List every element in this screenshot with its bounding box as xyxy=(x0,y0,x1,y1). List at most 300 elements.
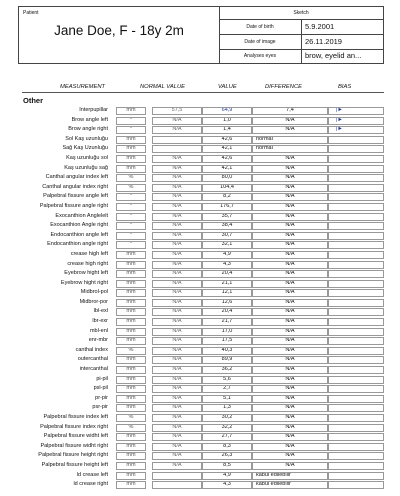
measurement-name: Palpebral fissure angle left xyxy=(43,193,108,200)
bias-indicator: |► xyxy=(336,126,343,133)
cell-border xyxy=(202,289,252,297)
cell-border xyxy=(152,136,202,144)
cell-border xyxy=(252,136,328,144)
normal-value: N/A xyxy=(172,385,182,392)
measured-value: 40,3 xyxy=(221,346,233,353)
cell-border xyxy=(252,174,328,182)
table-row xyxy=(22,192,384,202)
measurement-name: psr-pir xyxy=(92,404,108,411)
cell-border xyxy=(252,356,328,364)
cell-border xyxy=(116,126,146,134)
cell-border xyxy=(202,385,252,393)
measured-value: 104,4 xyxy=(220,183,234,190)
unit-label: ° xyxy=(129,231,133,238)
cell-border xyxy=(202,376,252,384)
table-row xyxy=(22,480,384,490)
cell-border xyxy=(116,452,146,460)
cell-border xyxy=(152,222,202,230)
normal-value: N/A xyxy=(172,241,182,248)
unit-label: mm xyxy=(126,250,136,257)
difference-value: N/A xyxy=(285,116,295,123)
column-difference: DIFFERENCE xyxy=(265,84,303,90)
cell-border xyxy=(252,366,328,374)
cell-border xyxy=(152,328,202,336)
cell-border xyxy=(202,117,252,125)
cell-border xyxy=(328,404,384,412)
normal-value: N/A xyxy=(172,414,182,420)
normal-value: N/A xyxy=(172,308,182,315)
cell-border xyxy=(328,318,384,326)
unit-label: mm xyxy=(126,337,136,344)
measurement-name: Exocanthion Angle right xyxy=(50,222,108,229)
cell-border xyxy=(116,251,146,259)
unit-label: mm xyxy=(126,327,136,334)
difference-value: kabul edilebilir xyxy=(256,471,291,478)
normal-value: N/A xyxy=(172,366,182,373)
measured-value: 32,1 xyxy=(221,241,233,248)
cell-border xyxy=(116,241,146,249)
cell-border xyxy=(202,232,252,240)
table-row xyxy=(22,327,384,337)
cell-border xyxy=(328,308,384,316)
cell-border xyxy=(152,289,202,297)
meta-label: Analyses eyes xyxy=(219,49,302,63)
measurement-name: lbr-exr xyxy=(92,318,108,325)
measurement-name: Brow angle left xyxy=(71,116,108,123)
cell-border xyxy=(202,280,252,288)
cell-border xyxy=(252,232,328,240)
cell-border xyxy=(252,462,328,470)
cell-border xyxy=(328,184,384,192)
difference-value: N/A xyxy=(285,442,295,449)
cell-border xyxy=(328,472,384,480)
measurement-name: crease high right xyxy=(67,260,108,267)
difference-value: N/A xyxy=(285,126,295,133)
cell-border xyxy=(116,366,146,374)
meta-value: brow, eyelid an... xyxy=(305,51,362,60)
cell-border xyxy=(328,395,384,403)
cell-border xyxy=(202,404,252,412)
cell-border xyxy=(202,107,252,115)
measurement-name: psl-pil xyxy=(93,385,108,392)
measurement-name: Palpebral fissure angle right xyxy=(39,202,108,209)
cell-border xyxy=(328,280,384,288)
measurement-name: Sağ Kaş Uzunluğu xyxy=(62,145,108,152)
cell-border xyxy=(152,376,202,384)
cell-border xyxy=(328,462,384,470)
measurement-name: ld crease left xyxy=(76,471,108,478)
cell-border xyxy=(252,337,328,345)
cell-border xyxy=(152,203,202,211)
unit-label: mm xyxy=(126,471,136,478)
cell-border xyxy=(152,433,202,441)
measurement-name: intercanthal xyxy=(79,366,108,373)
measurement-name: Palpebral fissure index right xyxy=(40,423,108,430)
measured-value: 26,3 xyxy=(221,452,233,459)
table-row xyxy=(22,125,384,135)
cell-border xyxy=(152,366,202,374)
cell-border xyxy=(252,404,328,412)
table-row xyxy=(22,260,384,270)
measurement-name: Canthal angular index left xyxy=(45,174,108,181)
normal-value: N/A xyxy=(172,174,182,181)
cell-border xyxy=(328,433,384,441)
difference-value: kabul edilebilir xyxy=(256,481,291,488)
cell-border xyxy=(202,261,252,269)
cell-border xyxy=(152,165,202,173)
cell-border xyxy=(152,107,202,115)
column-measurement: MEASUREMENT xyxy=(60,84,106,90)
difference-value: N/A xyxy=(285,327,295,334)
difference-value: N/A xyxy=(285,212,295,219)
difference-value: 7,4 xyxy=(286,107,294,113)
meta-label: Date of image xyxy=(219,35,302,49)
cell-border xyxy=(152,472,202,480)
cell-border xyxy=(252,261,328,269)
report-header xyxy=(18,6,384,64)
cell-border xyxy=(252,126,328,134)
cell-border xyxy=(252,376,328,384)
cell-border xyxy=(202,155,252,163)
difference-value: N/A xyxy=(285,241,295,248)
cell-border xyxy=(252,414,328,422)
patient-name: Jane Doe, F - 18y 2m xyxy=(54,23,184,38)
difference-value: N/A xyxy=(285,222,295,229)
difference-value: normal xyxy=(256,145,273,152)
cell-border xyxy=(328,136,384,144)
cell-border xyxy=(116,472,146,480)
cell-border xyxy=(152,155,202,163)
cell-border xyxy=(328,213,384,221)
cell-border xyxy=(328,289,384,297)
cell-border xyxy=(328,366,384,374)
cell-border xyxy=(328,222,384,230)
cell-border xyxy=(328,385,384,393)
difference-value: N/A xyxy=(285,461,295,468)
cell-border xyxy=(328,414,384,422)
difference-value: N/A xyxy=(285,298,295,305)
cell-border xyxy=(116,155,146,163)
measurement-name: mbl-enl xyxy=(89,327,108,334)
cell-border xyxy=(328,443,384,451)
cell-border xyxy=(252,184,328,192)
measurement-name: Endocanthion angle left xyxy=(50,231,108,238)
meta-row-image xyxy=(219,35,383,50)
normal-value: N/A xyxy=(172,222,182,229)
normal-value: N/A xyxy=(172,260,182,267)
cell-border xyxy=(252,299,328,307)
cell-border xyxy=(116,232,146,240)
unit-label: mm xyxy=(126,318,136,325)
cell-border xyxy=(202,193,252,201)
normal-value: N/A xyxy=(172,279,182,286)
table-row xyxy=(22,346,384,356)
meta-row-analyses xyxy=(219,49,383,63)
cell-border xyxy=(328,107,384,115)
cell-border xyxy=(202,347,252,355)
unit-label: mm xyxy=(126,145,136,152)
cell-border xyxy=(152,126,202,134)
cell-border xyxy=(252,251,328,259)
measured-value: 8,2 xyxy=(223,193,231,200)
cell-border xyxy=(328,452,384,460)
normal-value: N/A xyxy=(172,193,182,200)
normal-value: N/A xyxy=(172,154,182,161)
normal-value: N/A xyxy=(172,231,182,238)
cell-border xyxy=(116,193,146,201)
measurement-name: crease high left xyxy=(70,250,108,257)
normal-value: N/A xyxy=(172,116,182,123)
measurement-name: Midbrol-pol xyxy=(80,289,108,296)
unit-label: ° xyxy=(129,126,133,133)
cell-border xyxy=(202,318,252,326)
table-row xyxy=(22,432,384,442)
measurement-name: canthal index xyxy=(75,346,108,353)
measurement-name: pr-pir xyxy=(95,394,108,401)
cell-border xyxy=(152,241,202,249)
measurement-name: outercanthal xyxy=(77,356,108,363)
measurement-table xyxy=(22,106,384,490)
column-bias: BIAS xyxy=(338,84,352,90)
difference-value: N/A xyxy=(285,346,295,353)
cell-border xyxy=(328,232,384,240)
unit-label: ° xyxy=(129,222,133,229)
cell-border xyxy=(202,184,252,192)
cell-border xyxy=(152,193,202,201)
measured-value: 8,5 xyxy=(223,461,231,468)
cell-border xyxy=(328,126,384,134)
unit-label: % xyxy=(128,174,134,181)
unit-label: mm xyxy=(126,442,136,449)
cell-border xyxy=(252,443,328,451)
normal-value: N/A xyxy=(172,164,182,171)
cell-border xyxy=(116,261,146,269)
cell-border xyxy=(152,318,202,326)
difference-value: N/A xyxy=(285,385,295,392)
difference-value: N/A xyxy=(285,452,295,459)
cell-border xyxy=(252,280,328,288)
measured-value: 17,5 xyxy=(221,337,233,344)
difference-value: N/A xyxy=(285,308,295,315)
measured-value: 42,6 xyxy=(221,154,233,161)
cell-border xyxy=(252,222,328,230)
table-row xyxy=(22,183,384,193)
bias-indicator: |► xyxy=(336,107,343,113)
table-row xyxy=(22,423,384,433)
cell-border xyxy=(202,337,252,345)
cell-border xyxy=(328,356,384,364)
difference-value: N/A xyxy=(285,289,295,296)
cell-border xyxy=(152,280,202,288)
measured-value: 35,7 xyxy=(221,212,233,219)
cell-border xyxy=(202,328,252,336)
cell-border xyxy=(116,174,146,182)
cell-border xyxy=(252,270,328,278)
normal-value: N/A xyxy=(172,356,182,363)
table-row xyxy=(22,375,384,385)
measurement-name: Kaş uzunluğu sağ xyxy=(64,164,108,171)
cell-border xyxy=(116,136,146,144)
unit-label: mm xyxy=(126,394,136,401)
cell-border xyxy=(152,385,202,393)
normal-value: N/A xyxy=(172,327,182,334)
cell-border xyxy=(202,395,252,403)
column-value: VALUE xyxy=(218,84,237,90)
cell-border xyxy=(328,376,384,384)
cell-border xyxy=(116,385,146,393)
measured-value: 12,6 xyxy=(221,298,233,305)
table-row xyxy=(22,451,384,461)
table-row xyxy=(22,384,384,394)
cell-border xyxy=(116,184,146,192)
cell-border xyxy=(152,270,202,278)
cell-border xyxy=(328,117,384,125)
table-row xyxy=(22,403,384,413)
unit-label: mm xyxy=(126,433,136,440)
normal-value: N/A xyxy=(172,126,182,133)
cell-border xyxy=(116,424,146,432)
cell-border xyxy=(116,308,146,316)
header-divider xyxy=(22,92,384,93)
cell-border xyxy=(252,328,328,336)
difference-value: N/A xyxy=(285,366,295,373)
cell-border xyxy=(202,462,252,470)
measurement-name: Endocanthion angle right xyxy=(47,241,108,248)
difference-value: N/A xyxy=(285,318,295,325)
cell-border xyxy=(202,165,252,173)
cell-border xyxy=(252,472,328,480)
cell-border xyxy=(152,251,202,259)
table-row xyxy=(22,202,384,212)
cell-border xyxy=(152,443,202,451)
measurement-name: Palpebral fissure widht right xyxy=(40,442,108,449)
table-row xyxy=(22,336,384,346)
unit-label: mm xyxy=(126,270,136,277)
difference-value: N/A xyxy=(285,250,295,257)
difference-value: N/A xyxy=(285,231,295,238)
cell-border xyxy=(202,472,252,480)
measured-value: 5,6 xyxy=(223,375,231,382)
cell-border xyxy=(252,117,328,125)
cell-border xyxy=(116,356,146,364)
section-title: Other xyxy=(23,96,44,105)
cell-border xyxy=(202,452,252,460)
table-row xyxy=(22,135,384,145)
cell-border xyxy=(152,356,202,364)
patient-box xyxy=(19,7,220,63)
difference-value: N/A xyxy=(285,423,295,430)
measured-value: 4,9 xyxy=(223,250,231,257)
cell-border xyxy=(202,443,252,451)
cell-border xyxy=(116,107,146,115)
cell-border xyxy=(252,424,328,432)
measurement-name: Palpebral fissure height left xyxy=(41,461,108,468)
difference-value: N/A xyxy=(285,270,295,277)
cell-border xyxy=(116,337,146,345)
cell-border xyxy=(252,385,328,393)
difference-value: N/A xyxy=(285,193,295,200)
cell-border xyxy=(252,145,328,153)
table-row xyxy=(22,288,384,298)
cell-border xyxy=(116,433,146,441)
measured-value: 21,7 xyxy=(221,318,233,325)
cell-border xyxy=(252,107,328,115)
cell-border xyxy=(252,165,328,173)
measured-value: 8,3 xyxy=(223,442,231,449)
difference-value: N/A xyxy=(285,202,295,209)
cell-border xyxy=(328,193,384,201)
cell-border xyxy=(202,251,252,259)
table-row xyxy=(22,269,384,279)
unit-label: mm xyxy=(126,298,136,305)
cell-border xyxy=(152,347,202,355)
difference-value: normal xyxy=(256,135,273,142)
cell-border xyxy=(202,299,252,307)
measured-value: 27,7 xyxy=(221,433,233,440)
cell-border xyxy=(202,222,252,230)
unit-label: mm xyxy=(126,279,136,286)
cell-border xyxy=(152,424,202,432)
cell-border xyxy=(202,241,252,249)
cell-border xyxy=(252,433,328,441)
table-row xyxy=(22,144,384,154)
table-row xyxy=(22,221,384,231)
measured-value: 42,1 xyxy=(221,164,233,171)
cell-border xyxy=(252,452,328,460)
measurement-name: pi-pil xyxy=(96,375,108,382)
measurement-name: Palpebral fissure height right xyxy=(38,452,108,459)
normal-value: N/A xyxy=(172,433,182,440)
measured-value: 30,2 xyxy=(221,414,233,420)
normal-value: N/A xyxy=(172,394,182,401)
cell-border xyxy=(328,251,384,259)
table-row xyxy=(22,154,384,164)
cell-border xyxy=(116,318,146,326)
measured-value: 21,1 xyxy=(221,279,233,286)
measured-value: 4,3 xyxy=(223,481,231,488)
normal-value: N/A xyxy=(172,423,182,430)
normal-value: N/A xyxy=(172,337,182,344)
cell-border xyxy=(328,299,384,307)
measured-value: 32,2 xyxy=(221,423,233,430)
unit-label: mm xyxy=(126,260,136,267)
unit-label: mm xyxy=(126,452,136,459)
cell-border xyxy=(202,174,252,182)
measured-value: 38,4 xyxy=(221,222,233,229)
measured-value: 80,0 xyxy=(221,174,233,181)
cell-border xyxy=(152,404,202,412)
unit-label: mm xyxy=(126,135,136,142)
measured-value: 5,1 xyxy=(223,394,231,401)
unit-label: % xyxy=(128,346,134,353)
measurement-name: Kaş uzunluğu sol xyxy=(66,154,108,161)
cell-border xyxy=(252,241,328,249)
cell-border xyxy=(202,126,252,134)
cell-border xyxy=(116,376,146,384)
cell-border xyxy=(116,299,146,307)
measured-value: 12,1 xyxy=(221,289,233,296)
table-row xyxy=(22,365,384,375)
cell-border xyxy=(202,213,252,221)
difference-value: N/A xyxy=(285,404,295,411)
cell-border xyxy=(116,347,146,355)
table-row xyxy=(22,317,384,327)
normal-value: N/A xyxy=(172,298,182,305)
cell-border xyxy=(116,203,146,211)
cell-border xyxy=(152,414,202,422)
sketch-label: Sketch xyxy=(219,7,383,20)
unit-label: mm xyxy=(126,164,136,171)
